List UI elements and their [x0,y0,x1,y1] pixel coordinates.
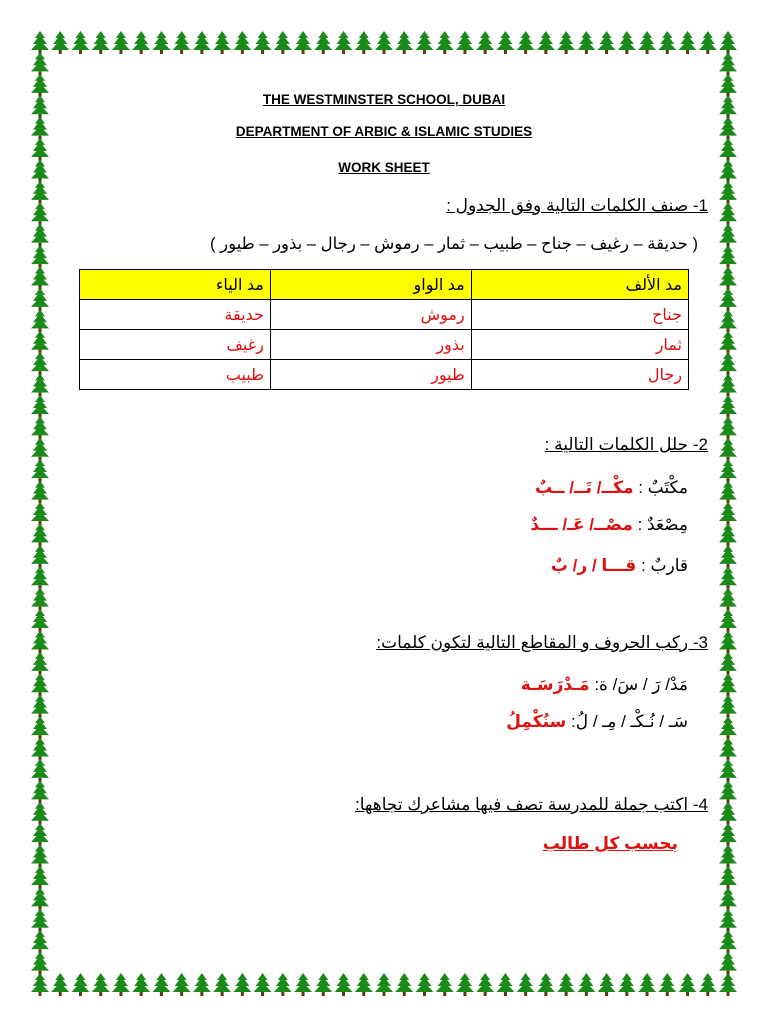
tree-icon [719,609,737,632]
table-row [80,300,689,330]
q1-word-list: ( حديقة – رغيف – جناح – طبيب – ثمار – رموش – رجال – بذور – طيور ) [210,235,698,253]
tree-icon [517,973,535,996]
classification-table [79,269,689,390]
q2-word: قاربٌ : [641,556,688,575]
tree-icon [31,52,49,75]
tree-icon [31,823,49,846]
tree-icon [51,31,69,54]
tree-icon [395,31,413,54]
tree-icon [375,973,393,996]
tree-icon [213,31,231,54]
q3-answer: مَـدْرَسَـة [520,675,590,694]
tree-icon [719,138,737,161]
tree-icon [294,973,312,996]
tree-icon [31,267,49,290]
tree-icon [71,973,89,996]
tree-icon [31,588,49,611]
tree-icon [31,459,49,482]
tree-icon [31,930,49,953]
tree-icon [31,352,49,375]
tree-icon [719,438,737,461]
table-row [80,330,689,360]
tree-icon [638,31,656,54]
tree-icon [719,673,737,696]
school-name: THE WESTMINSTER SCHOOL, DUBAI [262,92,506,107]
tree-icon [719,117,737,140]
q3-item [521,675,688,695]
tree-icon [31,802,49,825]
tree-icon [557,31,575,54]
tree-icon [618,31,636,54]
tree-icon [496,973,514,996]
tree-icon [658,31,676,54]
tree-icon [719,738,737,761]
tree-icon [31,502,49,525]
tree-icon [598,973,616,996]
tree-icon [31,181,49,204]
tree-icon [92,973,110,996]
table-cell: جناح [471,300,688,330]
tree-icon [31,331,49,354]
tree-icon [173,31,191,54]
table-cell: بذور [270,330,471,360]
tree-icon [31,309,49,332]
tree-icon [31,117,49,140]
tree-icon [719,395,737,418]
q2-word: مكْتَبٌ : [638,478,688,497]
tree-icon [719,245,737,268]
tree-icon [213,973,231,996]
tree-icon [679,31,697,54]
col-alif-header: مد الألف [471,270,688,300]
tree-icon [31,887,49,910]
tree-icon [557,973,575,996]
tree-icon [719,416,737,439]
tree-icon [719,502,737,525]
tree-icon [31,566,49,589]
tree-icon [638,973,656,996]
q2-answer: مكْــ/ تَــ/ ــبٌ [534,478,634,497]
tree-icon [152,31,170,54]
tree-icon [31,395,49,418]
tree-icon [71,31,89,54]
tree-icon [719,309,737,332]
tree-icon [719,52,737,75]
tree-icon [719,95,737,118]
tree-icon [31,31,49,54]
tree-icon [719,459,737,482]
q2-item [535,478,688,498]
tree-icon [476,31,494,54]
tree-icon [31,609,49,632]
tree-icon [375,31,393,54]
tree-icon [132,31,150,54]
tree-icon [355,973,373,996]
tree-icon [314,31,332,54]
tree-icon [31,652,49,675]
tree-icon [537,973,555,996]
tree-icon [658,973,676,996]
q2-title: 2- حلل الكلمات التالية : [544,435,708,454]
q2-word: مِصْعَدٌ : [637,515,688,534]
tree-icon [719,887,737,910]
tree-icon [537,31,555,54]
tree-icon [719,224,737,247]
tree-icon [92,31,110,54]
tree-icon [31,673,49,696]
table-header-row [80,270,689,300]
tree-icon [31,759,49,782]
tree-icon [598,31,616,54]
tree-icon [233,31,251,54]
tree-icon [719,845,737,868]
tree-icon [31,159,49,182]
tree-icon [719,588,737,611]
tree-icon [112,973,130,996]
tree-icon [31,909,49,932]
tree-icon [152,973,170,996]
q3-parts: مَدْ/ رَ / سَ/ ة: [594,675,688,694]
tree-icon [173,973,191,996]
tree-icon [31,695,49,718]
tree-icon [254,31,272,54]
table-cell: ثمار [471,330,688,360]
q2-answer: مصْــ/ عَـ/ ـــدٌ [530,515,633,534]
tree-icon [335,973,353,996]
tree-icon [193,973,211,996]
tree-icon [679,973,697,996]
tree-icon [719,973,737,996]
tree-icon [719,481,737,504]
q2-item [530,515,688,535]
tree-icon [719,695,737,718]
tree-icon [719,159,737,182]
tree-icon [233,973,251,996]
tree-icon [719,74,737,97]
q3-parts: سَـ / نُـكْـ / مِـ / لُ: [571,712,688,731]
q2-item [551,556,688,576]
tree-icon [31,481,49,504]
table-cell: طبيب [80,360,271,390]
tree-icon [31,866,49,889]
tree-icon [577,31,595,54]
tree-icon [31,224,49,247]
tree-icon [517,31,535,54]
tree-icon [31,138,49,161]
tree-icon [719,952,737,975]
table-cell: رغيف [80,330,271,360]
tree-icon [719,652,737,675]
tree-icon [31,630,49,653]
tree-icon [719,374,737,397]
tree-icon [719,31,737,54]
tree-icon [719,630,737,653]
tree-icon [719,523,737,546]
tree-icon [31,438,49,461]
tree-icon [719,202,737,225]
tree-icon [31,780,49,803]
tree-icon [31,245,49,268]
worksheet-page [56,60,712,960]
tree-icon [31,716,49,739]
tree-icon [719,909,737,932]
tree-icon [274,31,292,54]
tree-icon [496,31,514,54]
tree-icon [719,181,737,204]
q3-title: 3- ركب الحروف و المقاطع التالية لتكون كلمات: [376,633,708,652]
tree-icon [719,780,737,803]
tree-icon [719,802,737,825]
tree-icon [274,973,292,996]
q3-item [506,712,688,732]
tree-icon [415,31,433,54]
q3-answer: سنُكْمِلُ [506,712,567,731]
department-name: DEPARTMENT OF ARBIC & ISLAMIC STUDIES [235,124,533,139]
tree-icon [719,759,737,782]
tree-icon [31,374,49,397]
table-cell: حديقة [80,300,271,330]
tree-icon [355,31,373,54]
tree-icon [436,31,454,54]
tree-icon [31,95,49,118]
table-cell: طيور [270,360,471,390]
tree-icon [31,845,49,868]
q1-title: 1- صنف الكلمات التالية وفق الجدول : [446,196,708,215]
tree-icon [132,973,150,996]
table-row [80,360,689,390]
tree-icon [719,716,737,739]
tree-icon [618,973,636,996]
tree-icon [294,31,312,54]
tree-icon [31,202,49,225]
tree-icon [31,545,49,568]
tree-icon [254,973,272,996]
table-cell: رجال [471,360,688,390]
tree-icon [395,973,413,996]
tree-icon [31,973,49,996]
q4-answer: بحسب كل طالب [542,834,678,853]
tree-icon [314,973,332,996]
tree-icon [476,973,494,996]
tree-icon [719,545,737,568]
tree-icon [31,738,49,761]
tree-icon [335,31,353,54]
tree-icon [719,352,737,375]
tree-icon [31,952,49,975]
tree-icon [719,288,737,311]
col-ya-header: مد الياء [80,270,271,300]
col-waw-header: مد الواو [270,270,471,300]
tree-icon [719,267,737,290]
tree-icon [699,973,717,996]
q4-title: 4- اكتب جملة للمدرسة تصف فيها مشاعرك تجاهها: [355,795,708,814]
tree-icon [719,866,737,889]
tree-icon [31,288,49,311]
tree-icon [31,523,49,546]
table-cell: رموش [270,300,471,330]
tree-icon [456,973,474,996]
tree-icon [31,74,49,97]
tree-icon [699,31,717,54]
q2-answer: قـــا / ر/ بٌ [550,556,637,575]
tree-icon [193,31,211,54]
tree-icon [719,823,737,846]
tree-icon [719,331,737,354]
tree-icon [112,31,130,54]
tree-icon [719,930,737,953]
tree-icon [415,973,433,996]
tree-icon [456,31,474,54]
tree-icon [51,973,69,996]
tree-icon [31,416,49,439]
tree-icon [719,566,737,589]
sheet-title: WORK SHEET [338,160,430,175]
tree-icon [577,973,595,996]
tree-icon [436,973,454,996]
